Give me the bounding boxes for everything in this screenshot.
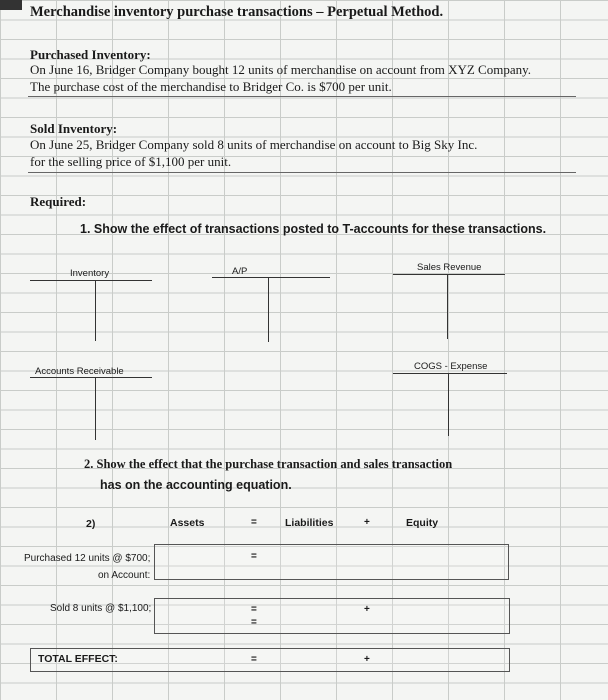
t-account-inventory-top bbox=[30, 280, 152, 281]
purchased-divider bbox=[28, 96, 576, 97]
total-equals: = bbox=[251, 654, 257, 665]
equation-number: 2) bbox=[86, 518, 96, 530]
t-account-ar-top bbox=[30, 377, 152, 378]
t-account-cogs-stem bbox=[448, 374, 449, 436]
t-account-ap-stem bbox=[268, 278, 269, 342]
t-account-ap-top bbox=[212, 277, 330, 278]
purchased-line-1: On June 16, Bridger Company bought 12 units of merchandise on account from XYZ Company. bbox=[30, 62, 532, 77]
purchase-row-label-1: Purchased 12 units @ $700; bbox=[24, 553, 151, 564]
purchased-line-2: The purchase cost of the merchandise to Bridger Co. is $700 per unit. bbox=[30, 79, 392, 94]
equation-assets-header: Assets bbox=[170, 517, 205, 529]
t-account-inventory-label: Inventory bbox=[70, 268, 110, 279]
t-account-cogs-label: COGS - Expense bbox=[414, 361, 488, 372]
purchase-equals: = bbox=[251, 551, 257, 562]
t-account-sales-revenue-top bbox=[393, 274, 505, 275]
t-account-sales-revenue-stem bbox=[447, 275, 448, 339]
question-2-line-1: 2. Show the effect that the purchase transaction and sales transaction bbox=[84, 457, 453, 471]
question-2-line-2: has on the accounting equation. bbox=[100, 478, 292, 492]
t-account-sales-revenue-label: Sales Revenue bbox=[417, 262, 482, 273]
t-account-ar-stem bbox=[95, 378, 96, 440]
t-account-ar-label: Accounts Receivable bbox=[35, 366, 124, 377]
question-1: 1. Show the effect of transactions posted to T-accounts for these transactions. bbox=[80, 222, 547, 236]
sale-equals-1: = bbox=[251, 604, 257, 615]
equation-plus-header: + bbox=[364, 517, 370, 528]
purchase-equation-row[interactable] bbox=[154, 544, 509, 580]
sold-heading: Sold Inventory: bbox=[30, 121, 118, 136]
t-account-inventory-stem bbox=[95, 281, 96, 341]
equation-equals-header: = bbox=[251, 517, 257, 528]
sold-line-1: On June 25, Bridger Company sold 8 units of merchandise on account to Big Sky Inc. bbox=[30, 137, 478, 152]
required-label: Required: bbox=[30, 194, 87, 209]
sale-plus: + bbox=[364, 604, 370, 615]
t-account-cogs-top bbox=[393, 373, 507, 374]
sale-equation-row[interactable] bbox=[154, 598, 510, 634]
total-plus: + bbox=[364, 654, 370, 665]
purchased-heading: Purchased Inventory: bbox=[30, 47, 151, 62]
equation-equity-header: Equity bbox=[406, 517, 439, 529]
equation-liabilities-header: Liabilities bbox=[285, 517, 334, 529]
sale-row-label: Sold 8 units @ $1,100; bbox=[50, 603, 152, 614]
t-account-ap-label: A/P bbox=[232, 266, 248, 277]
page-title: Merchandise inventory purchase transactions – Perpetual Method. bbox=[30, 4, 444, 20]
sale-equals-2: = bbox=[251, 617, 257, 628]
total-effect-label: TOTAL EFFECT: bbox=[38, 653, 118, 665]
sold-divider bbox=[28, 172, 576, 173]
purchase-row-label-2: on Account: bbox=[98, 570, 151, 581]
corner-marker bbox=[0, 0, 22, 10]
sold-line-2: for the selling price of $1,100 per unit. bbox=[30, 154, 232, 169]
